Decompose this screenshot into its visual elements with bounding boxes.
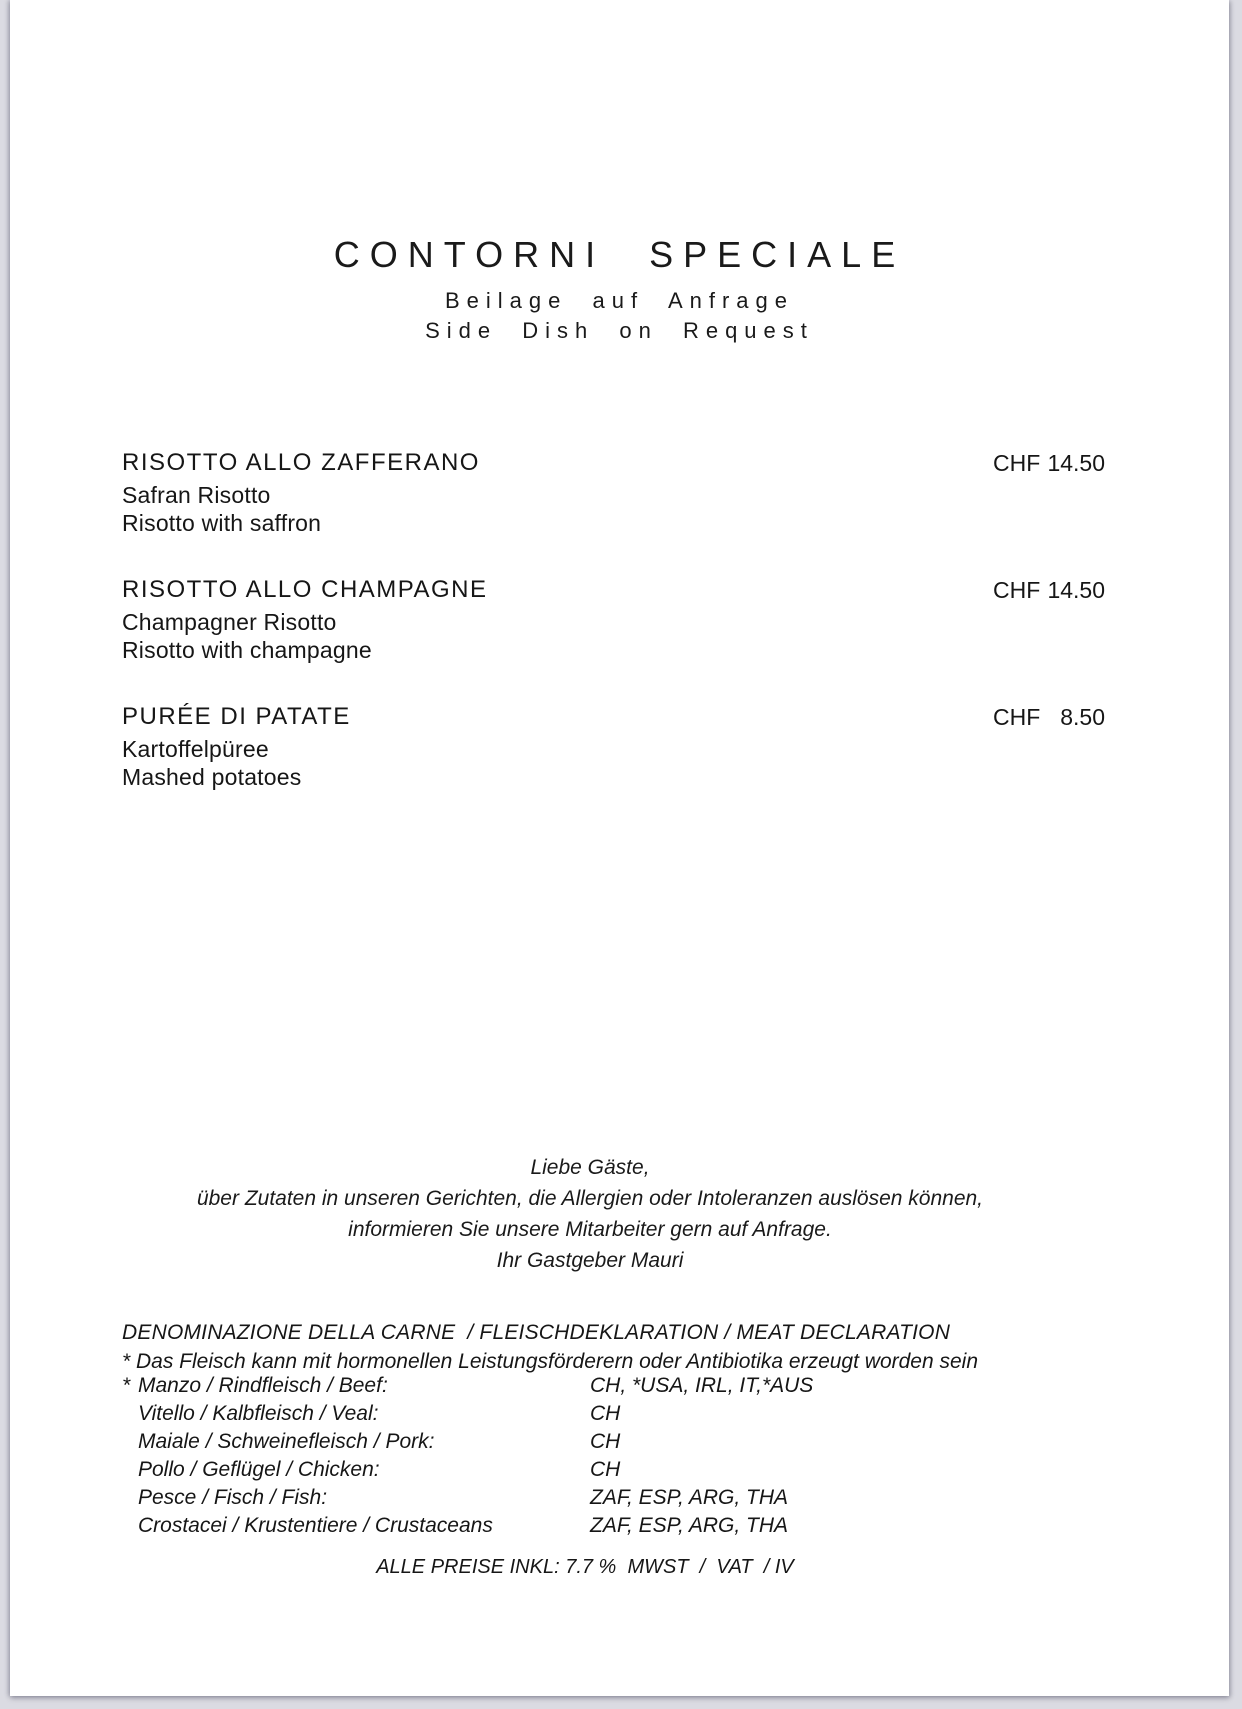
row-origin: CH — [590, 1458, 621, 1481]
row-label: Maiale / Schweinefleisch / Pork: — [138, 1430, 435, 1453]
price-currency: CHF — [993, 704, 1041, 730]
price-amount: 8.50 — [1060, 704, 1105, 730]
row-label: Crostacei / Krustentiere / Crustaceans — [138, 1514, 493, 1537]
price-currency: CHF — [993, 577, 1041, 603]
meat-declaration-disclaimer: * Das Fleisch kann mit hormonellen Leistungsförderern oder Antibiotika erzeugt worden sein — [122, 1350, 979, 1373]
row-label: Pollo / Geflügel / Chicken: — [138, 1458, 380, 1481]
guest-note-line: Liebe Gäste, — [530, 1156, 650, 1179]
page-title: CONTORNI SPECIALE — [333, 234, 906, 275]
row-label: Pesce / Fisch / Fish: — [138, 1486, 328, 1509]
menu-item-puree-patate — [122, 702, 351, 791]
price-amount: 14.50 — [1047, 577, 1105, 603]
item-price — [993, 575, 1105, 605]
guest-allergy-note — [10, 1152, 1170, 1276]
table-row — [122, 1374, 1022, 1402]
row-label: Vitello / Kalbfleisch / Veal: — [138, 1402, 379, 1425]
row-marker: * — [122, 1374, 131, 1397]
item-name: RISOTTO ALLO ZAFFERANO — [122, 449, 480, 476]
item-name: RISOTTO ALLO CHAMPAGNE — [122, 576, 488, 603]
menu-item-risotto-champagne — [122, 575, 488, 664]
table-row — [122, 1402, 1022, 1430]
item-description-german: Safran Risotto — [122, 482, 271, 508]
menu-item-risotto-zafferano — [122, 448, 480, 537]
price-amount: 14.50 — [1047, 450, 1105, 476]
vat-footer: ALLE PREISE INKL: 7.7 % MWST / VAT / IV — [376, 1556, 794, 1578]
guest-note-line: Ihr Gastgeber Mauri — [496, 1249, 684, 1272]
item-name: PURÉE DI PATATE — [122, 703, 351, 730]
item-description-german: Champagner Risotto — [122, 609, 337, 635]
table-row — [122, 1514, 1022, 1542]
price-currency: CHF — [993, 450, 1041, 476]
table-row — [122, 1458, 1022, 1486]
row-origin: ZAF, ESP, ARG, THA — [590, 1514, 789, 1537]
row-label: Manzo / Rindfleisch / Beef: — [138, 1374, 388, 1397]
guest-note-line: informieren Sie unsere Mitarbeiter gern auf Anfrage. — [348, 1218, 832, 1241]
item-description-german: Kartoffelpüree — [122, 736, 269, 762]
item-price — [993, 448, 1105, 478]
table-row — [122, 1430, 1022, 1458]
row-origin: CH — [590, 1402, 621, 1425]
meat-declaration-heading: DENOMINAZIONE DELLA CARNE / FLEISCHDEKLARATION / MEAT DECLARATION — [122, 1321, 951, 1344]
item-description-english: Risotto with saffron — [122, 510, 322, 536]
row-origin: CH, *USA, IRL, IT,*AUS — [590, 1374, 814, 1397]
item-price — [993, 702, 1105, 732]
row-origin: CH — [590, 1430, 621, 1453]
meat-declaration-table — [122, 1374, 1022, 1542]
guest-note-line: über Zutaten in unseren Gerichten, die Allergien oder Intoleranzen auslösen können, — [196, 1187, 984, 1210]
item-description-english: Risotto with champagne — [122, 637, 372, 663]
item-description-english: Mashed potatoes — [122, 764, 302, 790]
page-subtitle-german: Beilage auf Anfrage — [444, 288, 795, 313]
row-origin: ZAF, ESP, ARG, THA — [590, 1486, 789, 1509]
menu-page — [10, 0, 1229, 1696]
table-row — [122, 1486, 1022, 1514]
page-subtitle-english: Side Dish on Request — [425, 318, 814, 343]
